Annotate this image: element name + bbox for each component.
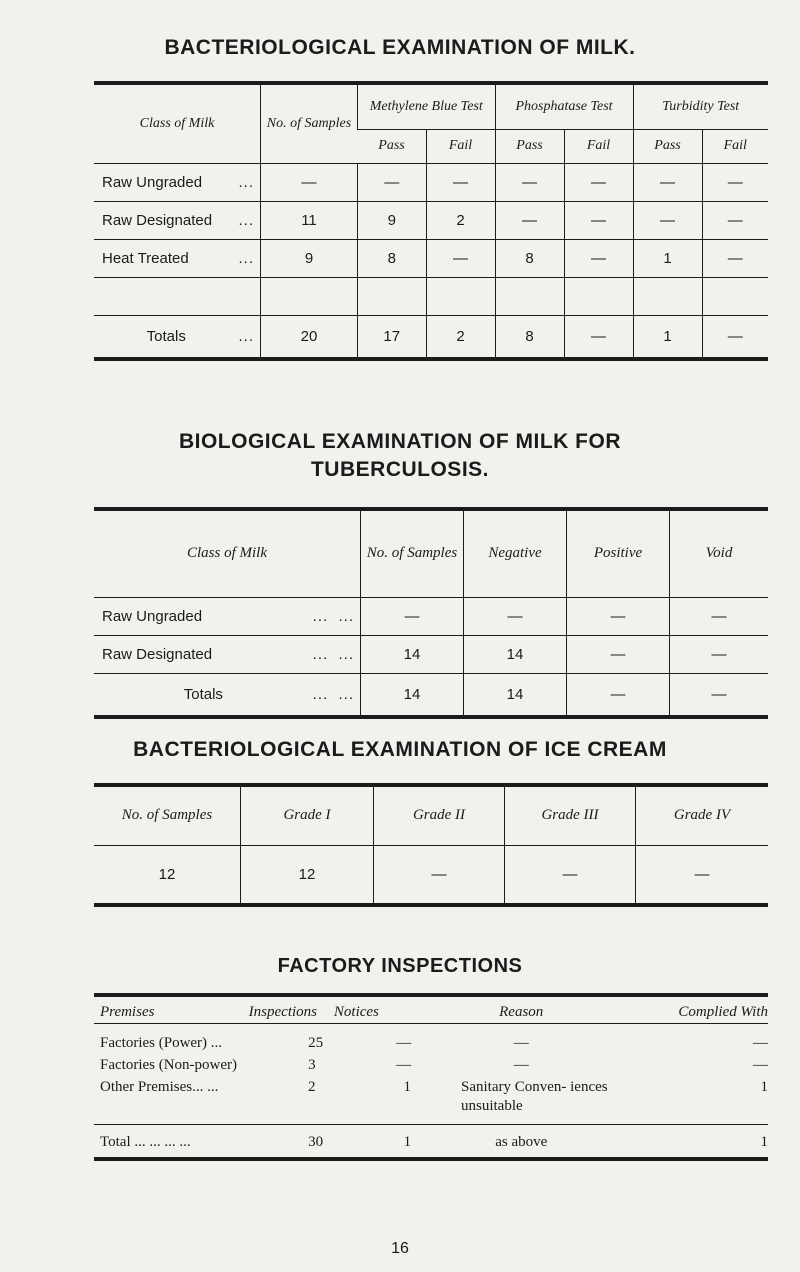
table-row-total: [94, 1131, 768, 1153]
total-notices: 1: [403, 1134, 412, 1150]
tb-title-line1: BIOLOGICAL EXAMINATION OF MILK FOR: [178, 430, 622, 453]
tb-title: [0, 428, 800, 484]
table-cell: —: [670, 673, 769, 717]
table-cell: [426, 277, 495, 315]
row-label: Raw Ungraded ...: [94, 163, 261, 201]
table-cell: 1: [633, 315, 702, 359]
header-positive: Positive: [567, 509, 670, 597]
table-cell: —: [567, 597, 670, 635]
table-cell: —: [564, 239, 633, 277]
factory-title: FACTORY INSPECTIONS: [277, 955, 523, 977]
table-cell: 11: [261, 201, 358, 239]
header-grade-2: Grade II: [374, 785, 505, 845]
header-no-of-samples: No. of Samples: [94, 785, 241, 845]
table-cell: —: [361, 597, 464, 635]
table-row: [94, 635, 768, 673]
table-row: [94, 163, 768, 201]
table-cell: —: [567, 673, 670, 717]
table-cell: —: [564, 201, 633, 239]
complied-cell: 1: [760, 1079, 769, 1095]
header-fail: Fail: [426, 129, 495, 163]
table-cell: —: [702, 239, 768, 277]
table-cell: 8: [495, 239, 564, 277]
table-cell: —: [633, 163, 702, 201]
header-pass: Pass: [358, 129, 427, 163]
table-cell: —: [636, 845, 769, 905]
table-cell: —: [564, 315, 633, 359]
header-class-of-milk: Class of Milk: [94, 83, 261, 163]
header-reason: Reason: [499, 1004, 544, 1020]
table-cell: 1: [633, 239, 702, 277]
total-inspections: 30: [308, 1134, 324, 1150]
table-cell: —: [670, 597, 769, 635]
table-cell: —: [670, 635, 769, 673]
premises-cell: Factories (Power) ...: [100, 1035, 223, 1051]
ice-cream-table: [94, 783, 768, 907]
table-cell: —: [702, 201, 768, 239]
table-cell: —: [426, 163, 495, 201]
premises-cell: Other Premises... ...: [100, 1079, 219, 1095]
table-cell: 2: [426, 201, 495, 239]
table-row: [94, 201, 768, 239]
tb-title-line2: TUBERCULOSIS.: [310, 458, 489, 481]
header-methylene-blue: Methylene Blue Test: [358, 83, 496, 129]
complied-cell: —: [753, 1057, 768, 1073]
complied-cell: —: [753, 1035, 768, 1051]
table-row: [94, 1076, 768, 1116]
header-premises: Premises: [100, 1004, 155, 1020]
factory-header-row: [94, 997, 768, 1024]
header-grade-3: Grade III: [505, 785, 636, 845]
table-cell: 20: [261, 315, 358, 359]
inspections-cell: 3: [308, 1057, 316, 1073]
table-cell: —: [374, 845, 505, 905]
header-turbidity: Turbidity Test: [633, 83, 768, 129]
table-cell: 8: [495, 315, 564, 359]
header-no-of-samples: No. of Samples: [361, 509, 464, 597]
page-number: 16: [391, 1240, 409, 1257]
header-inspections: Inspections: [248, 1004, 317, 1020]
table-row: [94, 239, 768, 277]
factory-inspections-table: [94, 993, 768, 1161]
table-cell: 14: [464, 673, 567, 717]
row-label: Raw Ungraded ... ...: [94, 597, 361, 635]
header-phosphatase: Phosphatase Test: [495, 83, 633, 129]
header-notices: Notices: [333, 1004, 379, 1020]
row-label: Raw Designated ...: [94, 201, 261, 239]
divider: [94, 1124, 768, 1125]
table-cell: —: [702, 163, 768, 201]
table-cell: 2: [426, 315, 495, 359]
header-no-of-samples: No. of Samples: [261, 83, 358, 163]
table-cell: [358, 277, 427, 315]
table-cell: 8: [358, 239, 427, 277]
table-cell: 12: [241, 845, 374, 905]
notices-cell: —: [396, 1057, 412, 1073]
table-cell: 14: [464, 635, 567, 673]
reason-cell: —: [513, 1035, 529, 1051]
tb-table: [94, 507, 768, 719]
header-pass: Pass: [495, 129, 564, 163]
notices-cell: 1: [403, 1079, 411, 1095]
ice-cream-title: BACTERIOLOGICAL EXAMINATION OF ICE CREAM: [133, 738, 667, 761]
table-row-totals: [94, 315, 768, 359]
table-cell: [564, 277, 633, 315]
table-cell: —: [358, 163, 427, 201]
reason-cell: —: [513, 1057, 529, 1073]
milk-bacteriological-table: [94, 81, 768, 361]
milk-title: BACTERIOLOGICAL EXAMINATION OF MILK.: [164, 36, 636, 59]
table-cell: —: [261, 163, 358, 201]
row-label: Heat Treated ...: [94, 239, 261, 277]
header-negative: Negative: [464, 509, 567, 597]
notices-cell: —: [396, 1035, 412, 1051]
header-grade-1: Grade I: [241, 785, 374, 845]
table-cell: —: [495, 163, 564, 201]
table-cell: 9: [261, 239, 358, 277]
table-cell: [633, 277, 702, 315]
premises-cell: Factories (Non-power): [100, 1057, 238, 1073]
table-cell: 17: [358, 315, 427, 359]
row-label: [94, 277, 261, 315]
row-label: Totals ... ...: [183, 685, 354, 703]
table-cell: 14: [361, 673, 464, 717]
table-cell: —: [702, 315, 768, 359]
row-label: Raw Designated ... ...: [94, 635, 361, 673]
header-void: Void: [670, 509, 769, 597]
table-cell: [702, 277, 768, 315]
total-complied: 1: [760, 1134, 768, 1150]
table-row: [94, 845, 768, 905]
table-cell: —: [464, 597, 567, 635]
total-label: Total ... ... ... ...: [100, 1134, 191, 1150]
table-cell: 12: [158, 865, 176, 883]
table-cell: —: [564, 163, 633, 201]
table-cell: —: [495, 201, 564, 239]
table-cell: 14: [361, 635, 464, 673]
inspections-cell: 2: [307, 1079, 316, 1095]
header-pass: Pass: [633, 129, 702, 163]
header-grade-4: Grade IV: [636, 785, 769, 845]
row-label: Totals ...: [146, 327, 254, 345]
header-fail: Fail: [702, 129, 768, 163]
table-cell: —: [567, 635, 670, 673]
divider: [94, 1157, 768, 1161]
table-row: [94, 1054, 768, 1076]
header-class-of-milk: Class of Milk: [94, 509, 361, 597]
table-cell: 9: [358, 201, 427, 239]
reason-cell: Sanitary Conven- iences unsuitable: [460, 1079, 608, 1114]
total-reason: as above: [495, 1134, 548, 1150]
table-cell: —: [633, 201, 702, 239]
table-row: [94, 1032, 768, 1054]
table-cell: [261, 277, 358, 315]
table-cell: [495, 277, 564, 315]
table-row-empty: [94, 277, 768, 315]
inspections-cell: 25: [308, 1035, 324, 1051]
header-complied-with: Complied With: [678, 1004, 769, 1020]
table-cell: —: [426, 239, 495, 277]
table-row-totals: [94, 673, 768, 717]
header-fail: Fail: [564, 129, 633, 163]
table-row: [94, 597, 768, 635]
table-cell: —: [505, 845, 636, 905]
